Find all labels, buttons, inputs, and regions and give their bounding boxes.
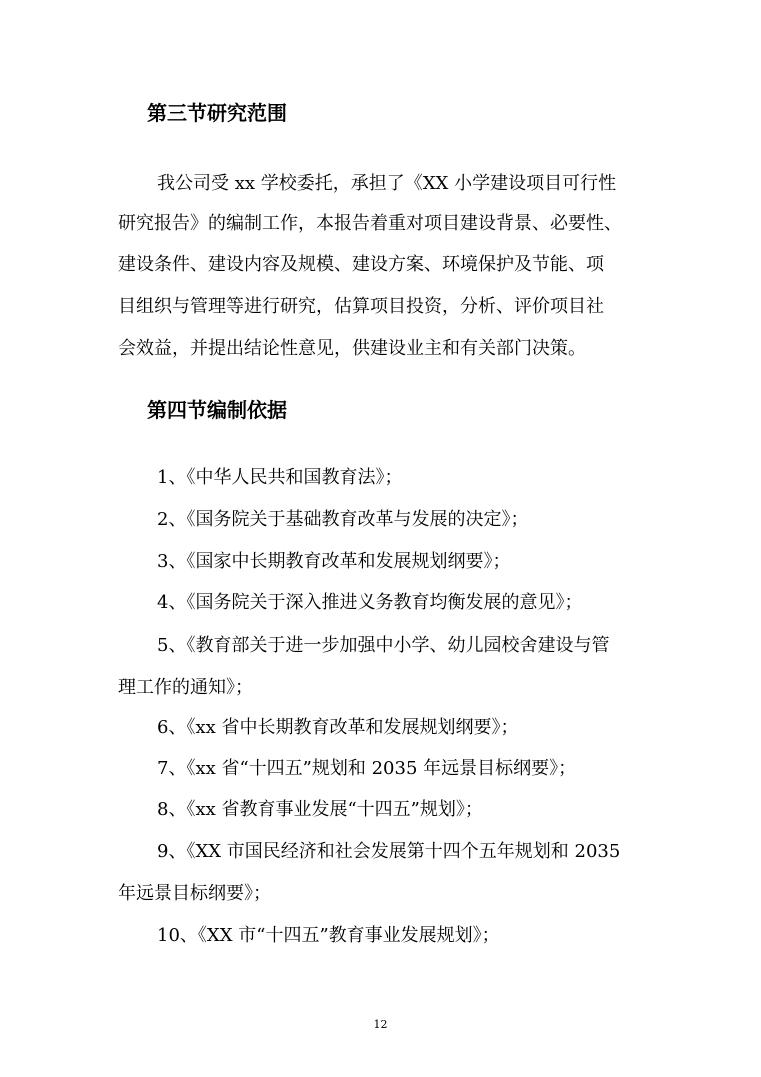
reference-item: 3、《国家中长期教育改革和发展规划纲要》；	[157, 551, 511, 572]
reference-item-continuation: 年远景目标纲要》；	[118, 883, 271, 904]
reference-item: 10、《XX 市“十四五”教育事业发展规划》；	[157, 925, 500, 946]
section-3-paragraph-line: 我公司受 xx 学校委托，承担了《XX 小学建设项目可行性	[157, 173, 617, 194]
section-3-paragraph-line: 研究报告》的编制工作，本报告着重对项目建设背景、必要性、	[118, 213, 622, 234]
reference-item-continuation: 理工作的通知》；	[118, 677, 253, 698]
reference-item: 4、《国务院关于深入推进义务教育均衡发展的意见》；	[157, 592, 583, 613]
page-number: 12	[373, 1018, 388, 1031]
section-3-paragraph-line: 建设条件、建设内容及规模、建设方案、环境保护及节能、项	[118, 254, 604, 275]
reference-item: 6、《xx 省中长期教育改革和发展规划纲要》；	[157, 717, 519, 738]
reference-item: 7、《xx 省“十四五”规划和 2035 年远景目标纲要》；	[157, 758, 577, 779]
section-3-paragraph-line: 目组织与管理等进行研究，估算项目投资，分析、评价项目社	[118, 296, 604, 317]
section-3-heading: 第三节研究范围	[147, 101, 287, 125]
reference-item: 1、《中华人民共和国教育法》；	[157, 467, 403, 488]
reference-item: 5、《教育部关于进一步加强中小学、幼儿园校舍建设与管	[157, 635, 610, 656]
reference-item: 9、《XX 市国民经济和社会发展第十四个五年规划和 2035	[157, 841, 621, 862]
reference-item: 8、《xx 省教育事业发展“十四五”规划》；	[157, 799, 483, 820]
section-4-heading: 第四节编制依据	[147, 398, 287, 422]
reference-item: 2、《国务院关于基础教育改革与发展的决定》；	[157, 509, 529, 530]
section-3-paragraph-line: 会效益，并提出结论性意见，供建设业主和有关部门决策。	[118, 338, 586, 359]
